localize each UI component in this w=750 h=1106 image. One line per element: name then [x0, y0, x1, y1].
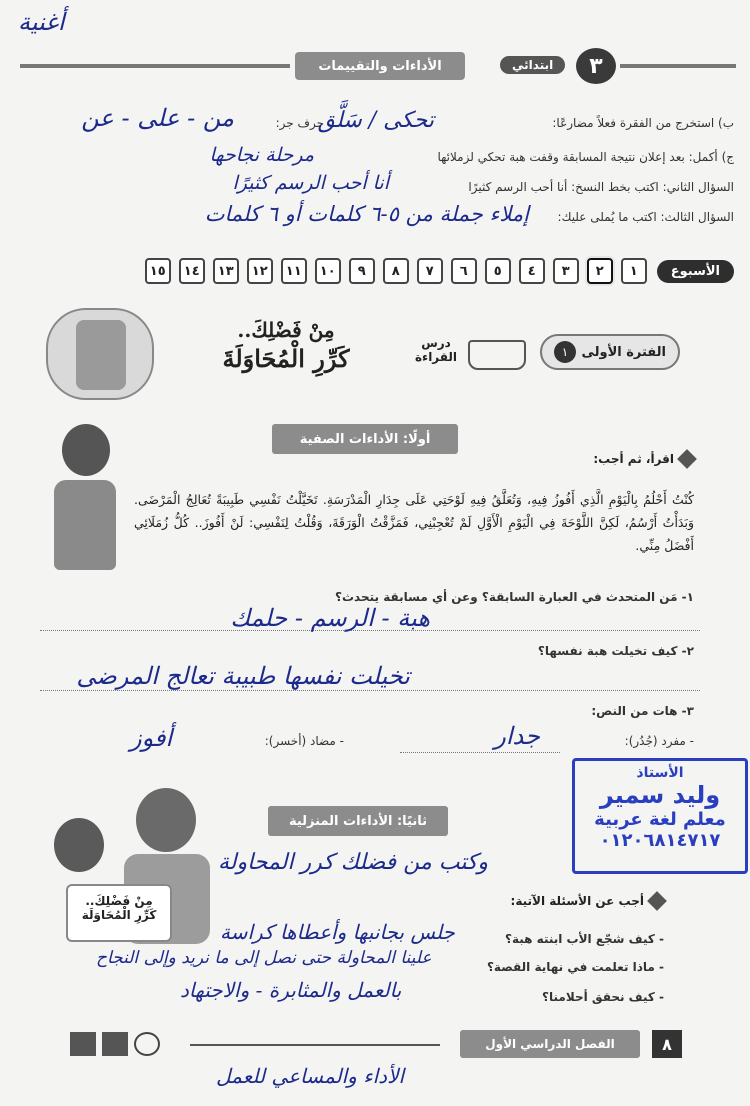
period-number: ١: [554, 341, 576, 363]
stamp-line1: الأستاذ: [636, 765, 684, 781]
footer-term: الفصل الدراسي الأول: [460, 1030, 640, 1058]
section1-a3-opposite: أفوز: [130, 724, 173, 752]
teacher-stamp: [572, 758, 748, 874]
father-head: [136, 788, 196, 852]
grade-label: ابتدائي: [500, 56, 565, 74]
clock-icon: [134, 1032, 160, 1056]
week-label: الأسبوع: [657, 260, 734, 283]
girl-illustration: [40, 424, 130, 594]
badge-icon-2: [70, 1032, 96, 1056]
week-number-11: ١١: [281, 258, 307, 284]
header-line-right: [620, 64, 736, 68]
grade-number-badge: ٣: [576, 48, 616, 84]
question-two-answer: أنا أحب الرسم كثيرًا: [232, 172, 389, 194]
footer-icons: [40, 1032, 160, 1058]
top-question-c: [14, 146, 734, 170]
thought-bubble-image: [46, 308, 154, 400]
section1-instruction: [593, 452, 694, 466]
week-boxes: [145, 258, 647, 284]
stamp-line4: ٠١٢٠٦٨١٤٧١٧: [599, 830, 721, 851]
week-number-5: ٥: [485, 258, 511, 284]
question-c-answer: مرحلة نجاحها: [209, 144, 314, 166]
bubble-figure: [76, 320, 126, 390]
section2-a3: بالعمل والمثابرة - والاجتهاد: [180, 978, 402, 1002]
question-three-answer: إملاء جملة من ٥-٦ كلمات أو ٦ كلمات: [204, 202, 529, 226]
daughter-head: [54, 818, 104, 872]
section1-q2: ٢- كيف تخيلت هبة نفسها؟: [537, 644, 694, 658]
card-text-2: كَرِّرِ الْمُحَاوَلَة: [81, 908, 157, 922]
week-number-8: ٨: [383, 258, 409, 284]
diamond-icon: [677, 449, 697, 469]
section2-title: ثانيًا: الأداءات المنزلية: [268, 806, 448, 836]
answer-line-2: [40, 690, 700, 691]
section2-q2: - ماذا تعلمت في نهاية القصة؟: [486, 960, 664, 974]
card-text-1: مِنْ فَضْلِكَ..: [85, 894, 153, 908]
answer-line-singular: [400, 752, 560, 753]
top-handwritten-note: أغنية: [18, 8, 65, 36]
page-footer: [40, 1028, 690, 1060]
section1-a1: هبة - الرسم - حلمك: [230, 604, 430, 632]
question-b-prompt: ب) استخرج من الفقرة فعلاً مضارعًا:: [552, 116, 734, 130]
section2-handwritten-title: وكتب من فضلك كرر المحاولة: [218, 850, 489, 875]
book-icon: [468, 340, 526, 370]
question-two: [14, 172, 734, 200]
question-three: [14, 202, 734, 236]
top-question-b: [14, 104, 734, 136]
period-label: الفترة الأولى: [581, 344, 666, 360]
instruction-text: اقرأ، ثم أجب:: [593, 452, 674, 466]
illustration-card: [66, 884, 172, 942]
week-number-9: ٩: [349, 258, 375, 284]
week-number-13: ١٣: [213, 258, 239, 284]
header-line: [20, 64, 290, 68]
stamp-line2: وليد سمير: [599, 781, 721, 809]
question-three-prompt: السؤال الثالث: اكتب ما يُملى عليك:: [557, 210, 734, 224]
period-badge: [540, 334, 680, 370]
week-number-2: ٢: [587, 258, 613, 284]
week-number-14: ١٤: [179, 258, 205, 284]
badge-icon-1: [102, 1032, 128, 1056]
lesson-title: [176, 318, 396, 373]
question-c-prompt: ج) أكمل: بعد إعلان نتيجة المسابقة وقفت هبة تحكي لزملائها: [437, 150, 734, 164]
section2-a1: جلس بجانبها وأعطاها كراسة: [220, 920, 455, 944]
week-number-15: ١٥: [145, 258, 171, 284]
page-header: [20, 48, 736, 84]
section2-q3: - كيف نحقق أحلامنا؟: [542, 990, 664, 1004]
reading-passage: كُنْتُ أَحْلُمُ بِالْيَوْمِ الَّذِي أَفُوزُ فِيهِ، وَتُعَلَّقُ فِيهِ لَوْحَتِي عَلَى جِدَارِ الْمَدْرَسَةِ. تَخَيَّلْتُ نَفْسِي طَبِيبَةً تُعَالِجُ الْمَرْضَى. وَبَدَأْتُ أَرْسُمُ، لَكِنَّ اللَّوْحَةَ فِي الْيَوْمِ الْأَوَّلِ لَمْ تُعْجِبْنِي، فَمَزَّقْتُ الْوَرَقَةَ، وَقُلْتُ لِنَفْسِي: لَنْ أَفُوزَ.. كُلُّ زُمَلَائِي أَفْضَلُ مِنِّي.: [134, 492, 694, 553]
section1-q1: ١- مَن المتحدث في العبارة السابقة؟ وعن أي مسابقة يتحدث؟: [335, 590, 694, 604]
week-number-12: ١٢: [247, 258, 273, 284]
father-daughter-illustration: [44, 788, 214, 958]
section1-q3: ٣- هات من النص:: [591, 704, 694, 718]
section1-title: أولًا: الأداءات الصفية: [272, 424, 458, 454]
section1-q3-opposite: - مضاد (أخسر):: [264, 734, 344, 748]
section2-instruction-text: أجب عن الأسئلة الآتية:: [510, 894, 644, 908]
question-b-answer1: تحكى / سَلَّق: [317, 108, 434, 133]
week-row: [44, 254, 734, 288]
footer-page-number: ٨: [652, 1030, 682, 1058]
week-number-1: ١: [621, 258, 647, 284]
section2-q1: - كيف شجّع الأب ابنته هبة؟: [505, 932, 664, 946]
stamp-line3: معلم لغة عربية: [594, 809, 726, 830]
girl-body: [54, 480, 116, 570]
lesson-title-line2: كَرِّرِ الْمُحَاوَلَةَ: [222, 344, 350, 373]
week-number-10: ١٠: [315, 258, 341, 284]
section1-a2: تخيلت نفسها طبيبة تعالج المرضى: [76, 662, 410, 690]
week-number-3: ٣: [553, 258, 579, 284]
footer-line: [190, 1044, 440, 1046]
section1-a3-singular: جدار: [494, 722, 540, 750]
question-b-answer2: من - على - عن: [81, 104, 234, 132]
question-b-mid: حرف جر:: [275, 116, 324, 130]
week-number-4: ٤: [519, 258, 545, 284]
lesson-label: درس القراءة: [414, 336, 458, 364]
question-two-prompt: السؤال الثاني: اكتب بخط النسخ: أنا أحب الرسم كثيرًا: [468, 180, 734, 194]
diamond-icon-2: [647, 891, 667, 911]
section1-q3-singular: - مفرد (جُدُر):: [624, 734, 694, 748]
header-section-title: الأداءات والتقييمات: [295, 52, 465, 80]
section2-a2: علينا المحاولة حتى نصل إلى ما نريد وإلى النجاح: [96, 948, 432, 968]
section2-instruction: [511, 894, 664, 908]
footer-handwritten-note: الأداء والمساعي للعمل: [216, 1064, 405, 1088]
lesson-title-line1: مِنْ فَضْلِكَ..: [237, 318, 335, 342]
week-number-7: ٧: [417, 258, 443, 284]
week-number-6: ٦: [451, 258, 477, 284]
girl-head: [62, 424, 110, 476]
